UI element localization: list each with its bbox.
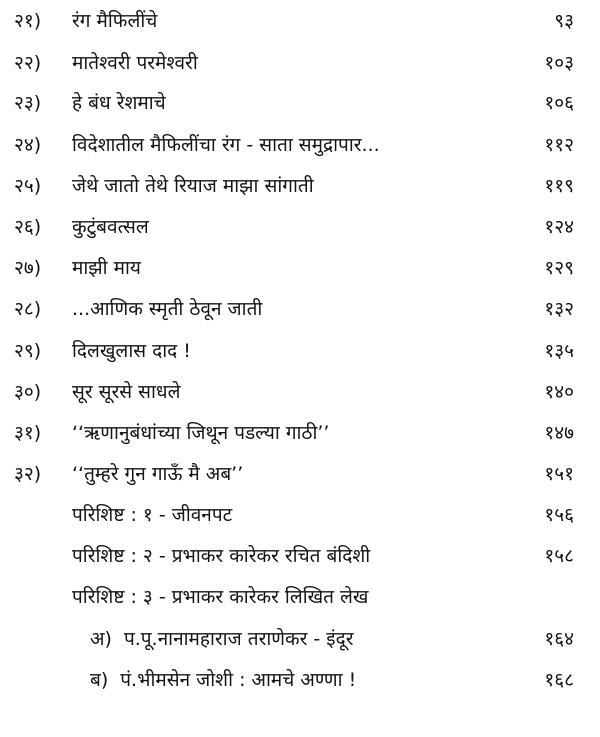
sub-entry-text (90, 665, 356, 695)
appendix-entry (0, 500, 600, 530)
chapter-number: ३०) (14, 381, 42, 403)
sub-entry (0, 624, 600, 654)
toc-entry (0, 418, 600, 448)
toc-entry (0, 294, 600, 324)
page-number: १६४ (544, 628, 574, 650)
chapter-number: २१) (14, 10, 42, 32)
toc-entry (0, 48, 600, 78)
page-number: १५६ (544, 504, 574, 526)
chapter-title: रंग मैफिलींचे (72, 10, 158, 32)
chapter-title: हे बंध रेशमाचे (72, 92, 166, 114)
toc-entry (0, 6, 600, 36)
chapter-title: दिलखुलास दाद ! (72, 340, 191, 362)
toc-entry (0, 171, 600, 201)
page-number: १६८ (544, 669, 574, 691)
chapter-title: मातेश्वरी परमेश्वरी (72, 52, 198, 74)
chapter-title: ...आणिक स्मृती ठेवून जाती (72, 298, 263, 320)
appendix-title: परिशिष्ट : १ - जीवनपट (72, 504, 233, 526)
toc-entry (0, 459, 600, 489)
chapter-title: माझी माय (72, 257, 141, 279)
page-number: १०३ (544, 52, 574, 74)
toc-entry (0, 130, 600, 160)
page-number: १४० (544, 381, 574, 403)
sub-entry-title: पं.भीमसेन जोशी : आमचे अण्णा ! (120, 669, 357, 691)
page-number: १५१ (544, 463, 574, 485)
appendix-title: परिशिष्ट : २ - प्रभाकर कारेकर रचित बंदिशी (72, 545, 371, 567)
appendix-title: परिशिष्ट : ३ - प्रभाकर कारेकर लिखित लेख (72, 586, 369, 608)
chapter-number: ३२) (14, 463, 42, 485)
toc-entry (0, 336, 600, 366)
chapter-title: कुटुंबवत्सल (72, 216, 149, 238)
toc-entry (0, 88, 600, 118)
chapter-title: जेथे जातो तेथे रियाज माझा सांगाती (72, 175, 314, 197)
chapter-number: ३१) (14, 422, 42, 444)
page-number: १३५ (544, 340, 574, 362)
chapter-number: २८) (14, 298, 42, 320)
toc-entry (0, 212, 600, 242)
page-number: १०६ (544, 92, 574, 114)
chapter-number: २३) (14, 92, 42, 114)
chapter-title: सूर सूरसे साधले (72, 381, 181, 403)
toc-entry (0, 253, 600, 283)
page-number: १४७ (544, 422, 574, 444)
appendix-entry (0, 541, 600, 571)
page-number: ११२ (544, 134, 574, 156)
chapter-number: २४) (14, 134, 42, 156)
page-number: १२९ (544, 257, 574, 279)
sub-entry (0, 665, 600, 695)
appendix-entry (0, 582, 600, 612)
sub-entry-title: प.पू.नानामहाराज तराणेकर - इंदूर (123, 628, 354, 650)
chapter-number: २६) (14, 216, 42, 238)
sub-entry-marker: अ) (90, 628, 112, 650)
page-number: ११९ (544, 175, 574, 197)
sub-entry-text (90, 624, 353, 654)
chapter-number: २५) (14, 175, 42, 197)
page-number: १२४ (544, 216, 574, 238)
toc-entry (0, 377, 600, 407)
chapter-number: २७) (14, 257, 42, 279)
chapter-title: विदेशातील मैफिलींचा रंग - साता समुद्रापार... (72, 134, 380, 156)
chapter-number: २२) (14, 52, 42, 74)
chapter-number: २९) (14, 340, 42, 362)
page-number: ९३ (554, 10, 574, 32)
chapter-title: ‘‘ऋणानुबंधांच्या जिथून पडल्या गाठी’’ (72, 422, 330, 444)
chapter-title: ‘‘तुम्हरे गुन गाऊँ मै अब’’ (72, 463, 244, 485)
page-number: १५८ (544, 545, 574, 567)
page-number: १३२ (544, 298, 574, 320)
sub-entry-marker: ब) (90, 669, 109, 691)
